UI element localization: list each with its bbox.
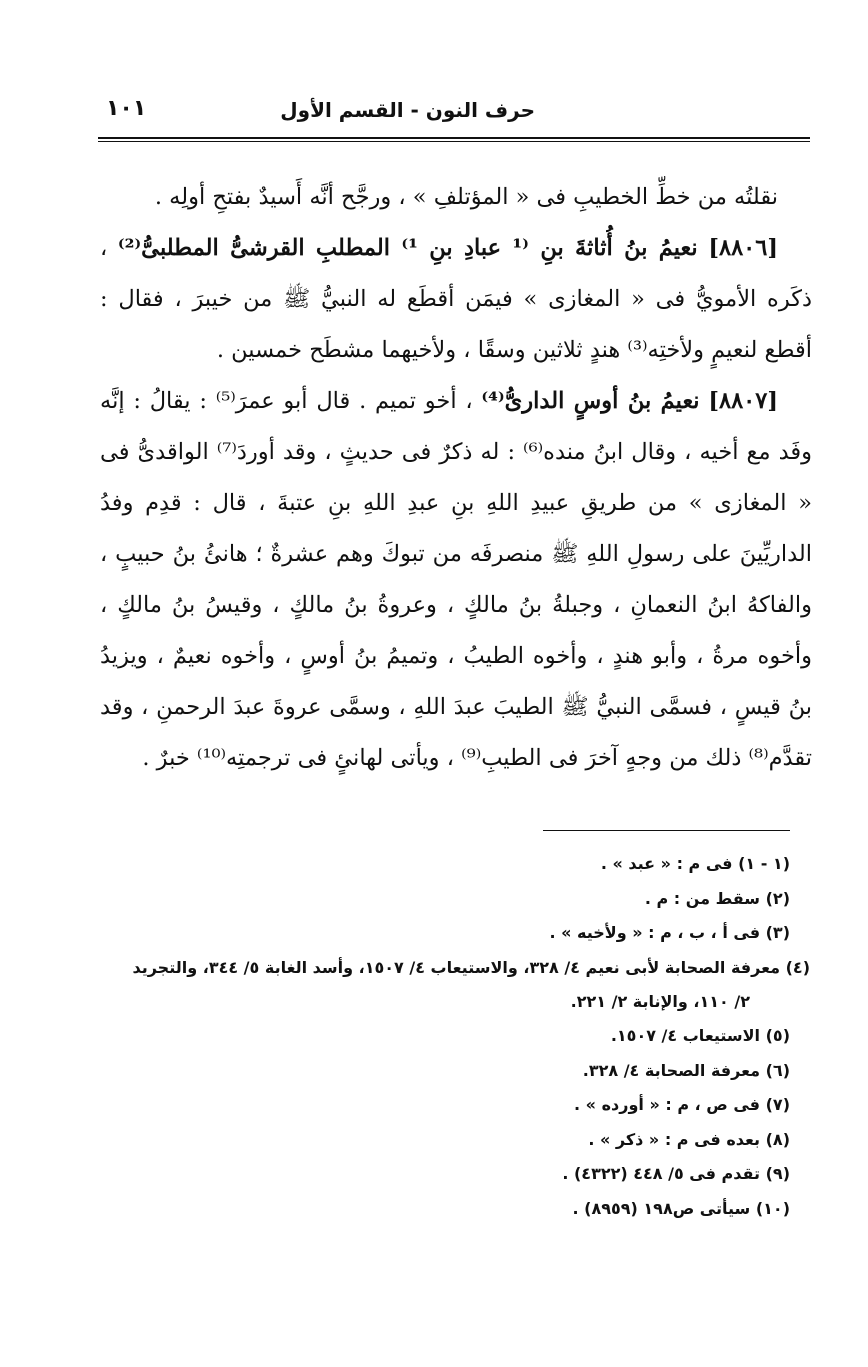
main-text — [100, 172, 812, 784]
footnote-continuation: ٢/ ١١٠، والإنابة ٢/ ٢٢١. — [570, 992, 750, 1011]
entry-text: أخو تميم . قال أبو عمرَ⁽⁵⁾ : يقالُ : إنَّه وفَد مع أخيه ، وقال ابنُ منده⁽⁶⁾ : له ذكرٌ فى حديثٍ ، وقد أوردَ⁽⁷⁾ الواقدىُّ فى « المغازى » من طريقِ عبيدِ اللهِ بنِ عبدِ اللهِ بنِ عتبةَ ، قال : قدِم وفدُ الداريِّينَ على رسولِ اللهِ ﷺ منصرفَه من تبوكَ وهم عشرةٌ ؛ هانئُ بنُ حبيبٍ ، والفاكهُ ابنُ النعمانِ ، وجبلةُ بنُ مالكٍ ، وعروةُ بنُ مالكٍ ، وقيسُ بنُ مالكٍ ، وأخوه مرةُ ، وأبو هندٍ ، وأخوه الطيبُ ، وتميمُ بنُ أوسٍ ، وأخوه نعيمٌ ، ويزيدُ بنُ قيسٍ ، فسمَّى النبيُّ ﷺ الطيبَ عبدَ اللهِ ، وسمَّى عروةَ عبدَ الرحمنِ ، وقد تقدَّم⁽⁸⁾ ذلك من وجهٍ آخرَ فى الطيبِ⁽⁹⁾ ، ويأتى لهانئٍ فى ترجمتِه⁽¹⁰⁾ خبرٌ . — [100, 388, 813, 771]
paragraph-continuation: نقلتُه من خطِّ الخطيبِ فى « المؤتلفِ » ، ورجَّح أنَّه أَسيدٌ بفتحِ أولِه . — [154, 184, 778, 210]
entry-name: نعيمُ بنُ أُثاثةَ بنِ ⁽¹ عبادِ بنِ ¹⁾ المطلبِ القرشىُّ المطلبىُّ⁽²⁾ — [117, 235, 698, 261]
footnote: (٥) الاستيعاب ٤/ ١٥٠٧. — [610, 1026, 790, 1045]
entry-separator: ، — [465, 388, 473, 414]
footnote: (٧) فى ص ، م : « أورده » . — [574, 1095, 790, 1114]
entry-8806 — [100, 223, 812, 376]
entry-8807 — [100, 376, 812, 784]
footnote: (١ - ١) فى م : « عبد » . — [600, 854, 790, 873]
footnotes — [98, 847, 810, 1226]
entry-text: ذكَره الأمويُّ فى « المغازى » فيمَن أقطَع له النبيُّ ﷺ من خيبرَ ، فقال : أقطع لنعيمٍ ولأختِه⁽³⁾ هندٍ ثلاثين وسقًا ، ولأخيهما مشطَح خمسين . — [100, 286, 812, 363]
entry-number: [٨٨٠٧] — [708, 388, 778, 414]
footnote-rule — [543, 830, 790, 831]
entry-number: [٨٨٠٦] — [708, 235, 778, 261]
footnote: (٤) معرفة الصحابة لأبى نعيم ٤/ ٣٢٨، والاستيعاب ٤/ ١٥٠٧، وأسد الغابة ٥/ ٣٤٤، والتجريد — [132, 957, 810, 977]
entry-name: نعيمُ بنُ أوسٍ الدارىُّ⁽⁴⁾ — [481, 388, 700, 414]
running-title: حرف النون - القسم الأول — [280, 98, 535, 122]
page-header — [98, 92, 810, 132]
header-rule — [98, 137, 810, 142]
entry-separator: ، — [100, 235, 108, 261]
page-number: ١٠١ — [106, 96, 147, 121]
footnote: (٨) بعده فى م : « ذكر » . — [588, 1129, 790, 1149]
footnote: (٦) معرفة الصحابة ٤/ ٣٢٨. — [582, 1060, 790, 1080]
footnote: (١٠) سيأتى ص١٩٨ (٨٩٥٩) . — [572, 1198, 790, 1218]
footnote: (٩) تقدم فى ٥/ ٤٤٨ (٤٣٢٢) . — [562, 1164, 790, 1183]
footnote: (٣) فى أ ، ب ، م : « ولأخيه » . — [549, 923, 790, 942]
footnote: (٢) سقط من : م . — [644, 888, 790, 908]
